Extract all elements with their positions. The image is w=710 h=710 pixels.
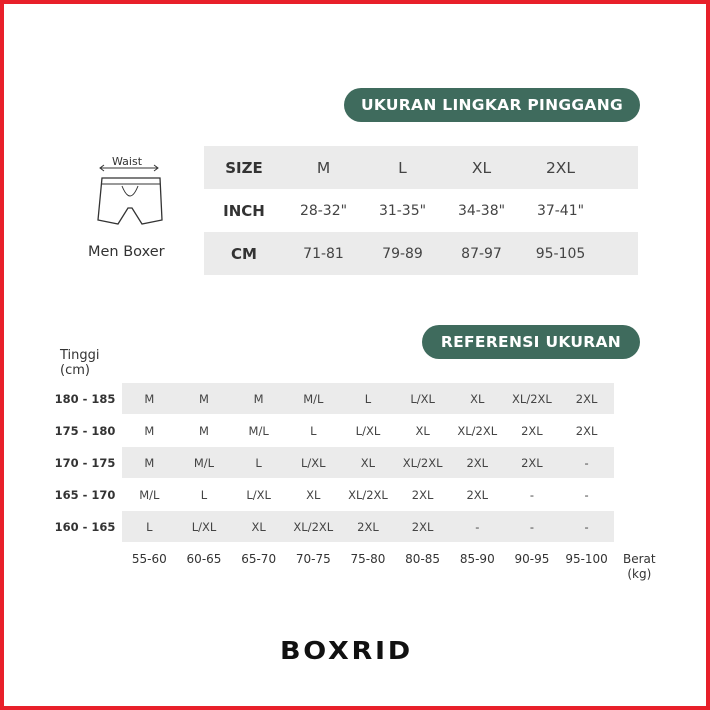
- reference-cell: 2XL: [521, 455, 543, 470]
- reference-cell: 2XL: [521, 423, 543, 438]
- height-axis-title: [60, 348, 100, 378]
- reference-cell: M: [144, 455, 155, 470]
- reference-cell: M: [144, 423, 155, 438]
- reference-cell: XL/2XL: [457, 423, 498, 438]
- weight-label: 95-100: [565, 552, 608, 566]
- weight-label: 75-80: [350, 552, 386, 566]
- weight-label: 85-90: [459, 552, 495, 566]
- size-cell: 87-97: [461, 245, 502, 262]
- reference-cell: L: [255, 455, 262, 470]
- cm-row: [204, 232, 638, 275]
- weight-label: 70-75: [295, 552, 331, 566]
- height-label: 160 - 165: [54, 520, 116, 534]
- reference-row: [122, 479, 614, 510]
- reference-cell: XL: [360, 455, 376, 470]
- reference-cell: 2XL: [575, 423, 598, 438]
- reference-row: [122, 447, 614, 478]
- reference-cell: M/L: [248, 423, 269, 438]
- reference-cell: M: [253, 391, 264, 406]
- reference-cell: M/L: [193, 455, 215, 470]
- size-cell: 79-89: [382, 245, 423, 262]
- size-cell: M: [316, 158, 331, 177]
- reference-cell: M/L: [303, 391, 324, 406]
- reference-cell: L/XL: [246, 487, 271, 502]
- height-label: 165 - 170: [54, 488, 116, 502]
- waist-size-table: [204, 146, 638, 275]
- weight-label: 90-95: [514, 552, 550, 566]
- reference-cell: M: [199, 423, 209, 438]
- size-cell: 2XL: [545, 158, 576, 177]
- reference-cell: XL: [415, 423, 430, 438]
- waist-size-banner: UKURAN LINGKAR PINGGANG: [344, 88, 640, 122]
- weight-unit: (kg): [627, 567, 652, 581]
- reference-cell: 2XL: [357, 519, 379, 534]
- reference-cell: XL/2XL: [402, 455, 443, 470]
- reference-cell: L: [310, 423, 317, 438]
- reference-cell: -: [529, 487, 534, 502]
- size-cell: 37-41": [536, 202, 585, 219]
- reference-cell: L: [200, 487, 208, 502]
- height-label: 180 - 185: [54, 392, 116, 406]
- product-name: Men Boxer: [88, 244, 165, 260]
- weight-title: Berat: [623, 552, 656, 566]
- reference-cell: XL/2XL: [512, 391, 552, 406]
- row-header: CM: [231, 244, 257, 263]
- reference-cell: -: [529, 519, 534, 534]
- reference-cell: 2XL: [575, 391, 598, 406]
- size-cell: 71-81: [303, 245, 344, 262]
- size-cell: 34-38": [457, 202, 506, 219]
- reference-cell: 2XL: [411, 487, 434, 502]
- size-row: [204, 146, 638, 189]
- inch-row: [204, 189, 638, 232]
- boxer-icon: [92, 164, 168, 234]
- reference-size-banner: REFERENSI UKURAN: [422, 325, 640, 359]
- reference-cell: -: [584, 519, 589, 534]
- reference-row: [122, 383, 614, 414]
- weight-axis: [122, 552, 614, 566]
- reference-row: [122, 415, 614, 446]
- height-unit: (cm): [60, 363, 90, 378]
- reference-cell: M: [199, 391, 209, 406]
- reference-cell: M: [144, 391, 155, 406]
- weight-label: 65-70: [241, 552, 277, 566]
- reference-cell: XL: [251, 519, 266, 534]
- reference-cell: L/XL: [410, 391, 435, 406]
- reference-cell: L/XL: [355, 423, 381, 438]
- reference-cell: 2XL: [411, 519, 434, 534]
- weight-label: 80-85: [405, 552, 441, 566]
- size-cell: 28-32": [299, 202, 348, 219]
- size-cell: L: [398, 158, 407, 177]
- reference-cell: XL: [470, 391, 485, 406]
- height-label: 170 - 175: [54, 456, 116, 470]
- reference-cell: L: [364, 391, 372, 406]
- reference-cell: -: [584, 487, 589, 502]
- row-header: INCH: [223, 201, 265, 220]
- reference-cell: -: [475, 519, 480, 534]
- reference-cell: -: [584, 455, 589, 470]
- reference-cell: XL: [306, 487, 321, 502]
- weight-axis-title: [623, 552, 656, 582]
- reference-cell: XL/2XL: [348, 487, 388, 502]
- reference-cell: 2XL: [466, 487, 489, 502]
- reference-row: [122, 511, 614, 542]
- reference-cell: L: [146, 519, 153, 534]
- weight-label: 55-60: [131, 552, 167, 566]
- reference-cell: XL/2XL: [293, 519, 334, 534]
- size-cell: XL: [471, 158, 492, 177]
- reference-cell: 2XL: [466, 455, 489, 470]
- reference-table: [122, 383, 614, 543]
- reference-cell: L/XL: [301, 455, 326, 470]
- reference-cell: L/XL: [191, 519, 217, 534]
- row-header: SIZE: [225, 158, 263, 177]
- reference-cell: M/L: [139, 487, 160, 502]
- weight-label: 60-65: [186, 552, 222, 566]
- size-cell: 95-105: [535, 245, 586, 262]
- waist-label: Waist: [112, 155, 143, 168]
- height-label: 175 - 180: [54, 424, 116, 438]
- size-cell: 31-35": [378, 202, 427, 219]
- brand-logo: BOXRID: [280, 636, 413, 665]
- height-title: Tinggi: [60, 348, 100, 363]
